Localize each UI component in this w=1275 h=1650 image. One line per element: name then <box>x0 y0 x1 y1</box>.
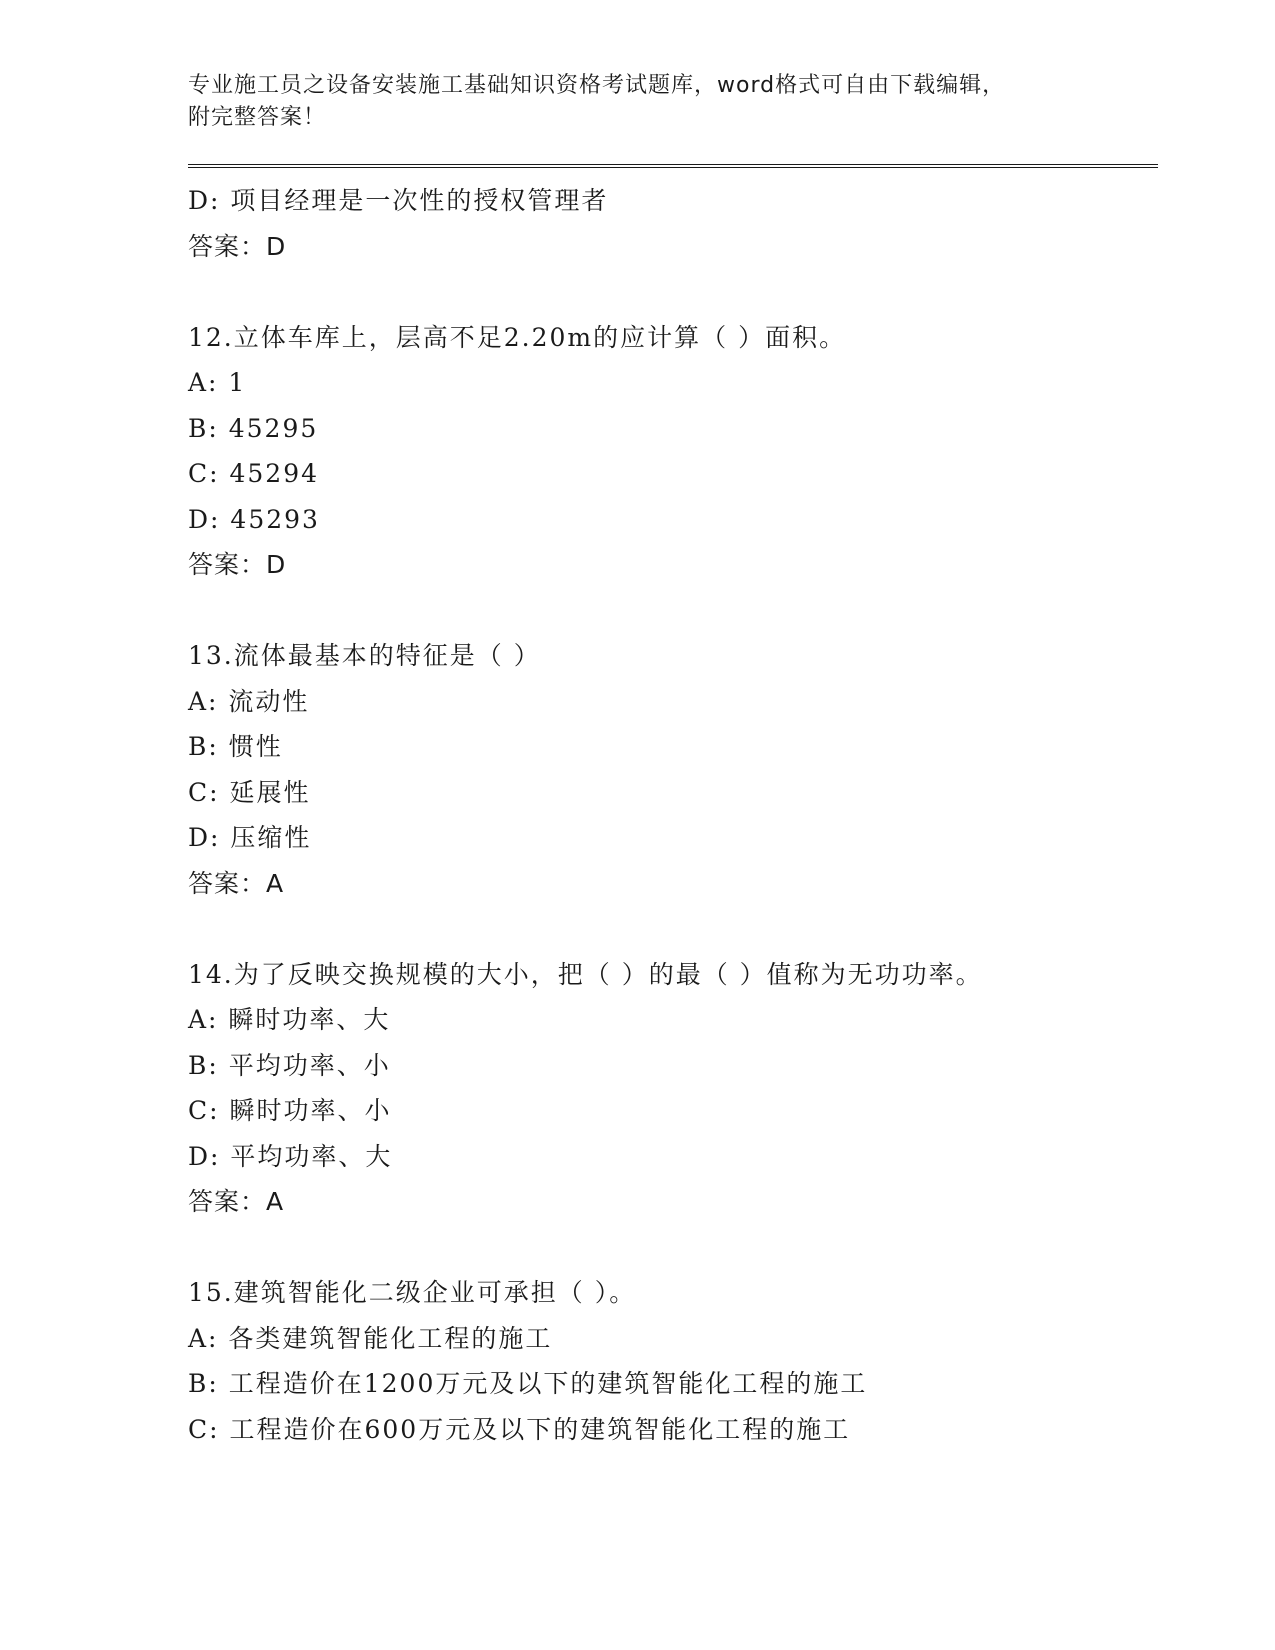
answer: 答案：D <box>188 550 287 579</box>
header-line-2: 附完整答案！ <box>188 105 327 130</box>
option-c: C: 瞬时功率、小 <box>188 1096 392 1125</box>
answer: 答案：A <box>188 868 285 898</box>
question-13 <box>188 633 1158 906</box>
option-a: A: 瞬时功率、大 <box>188 1005 391 1034</box>
document-header <box>188 70 1158 134</box>
option-a: A: 流动性 <box>188 686 310 716</box>
question-stem: 12.立体车库上，层高不足2.20m的应计算（ ）面积。 <box>188 322 847 352</box>
header-divider <box>188 164 1158 168</box>
option-b: B: 工程造价在1200万元及以下的建筑智能化工程的施工 <box>188 1369 868 1398</box>
question-stem: 13.流体最基本的特征是（ ） <box>188 641 541 670</box>
document-page <box>188 70 1158 1452</box>
prev-answer: 答案：D <box>188 231 287 261</box>
question-15 <box>188 1270 1158 1452</box>
question-stem: 15.建筑智能化二级企业可承担（ ）。 <box>188 1278 637 1307</box>
option-b: B: 45295 <box>188 413 319 443</box>
option-a: A: 1 <box>188 368 247 397</box>
question-list <box>188 178 1158 1452</box>
option-c: C: 延展性 <box>188 777 311 807</box>
option-c: C: 45294 <box>188 459 320 488</box>
question-14 <box>188 952 1158 1225</box>
option-b: B: 惯性 <box>188 732 283 761</box>
question-stem: 14.为了反映交换规模的大小，把（ ）的最（ ）值称为无功功率。 <box>188 959 983 989</box>
option-d: D: 压缩性 <box>188 823 312 852</box>
option-d: D: 45293 <box>188 504 320 534</box>
option-c: C: 工程造价在600万元及以下的建筑智能化工程的施工 <box>188 1414 851 1444</box>
option-a: A: 各类建筑智能化工程的施工 <box>188 1323 553 1353</box>
option-b: B: 平均功率、小 <box>188 1050 391 1080</box>
option-d: D: 平均功率、大 <box>188 1141 393 1171</box>
prev-option-d: D: 项目经理是一次性的授权管理者 <box>188 186 609 215</box>
question-12 <box>188 315 1158 588</box>
header-line-1: 专业施工员之设备安装施工基础知识资格考试题库，word格式可自由下载编辑， <box>188 73 1006 98</box>
answer: 答案：A <box>188 1187 285 1216</box>
